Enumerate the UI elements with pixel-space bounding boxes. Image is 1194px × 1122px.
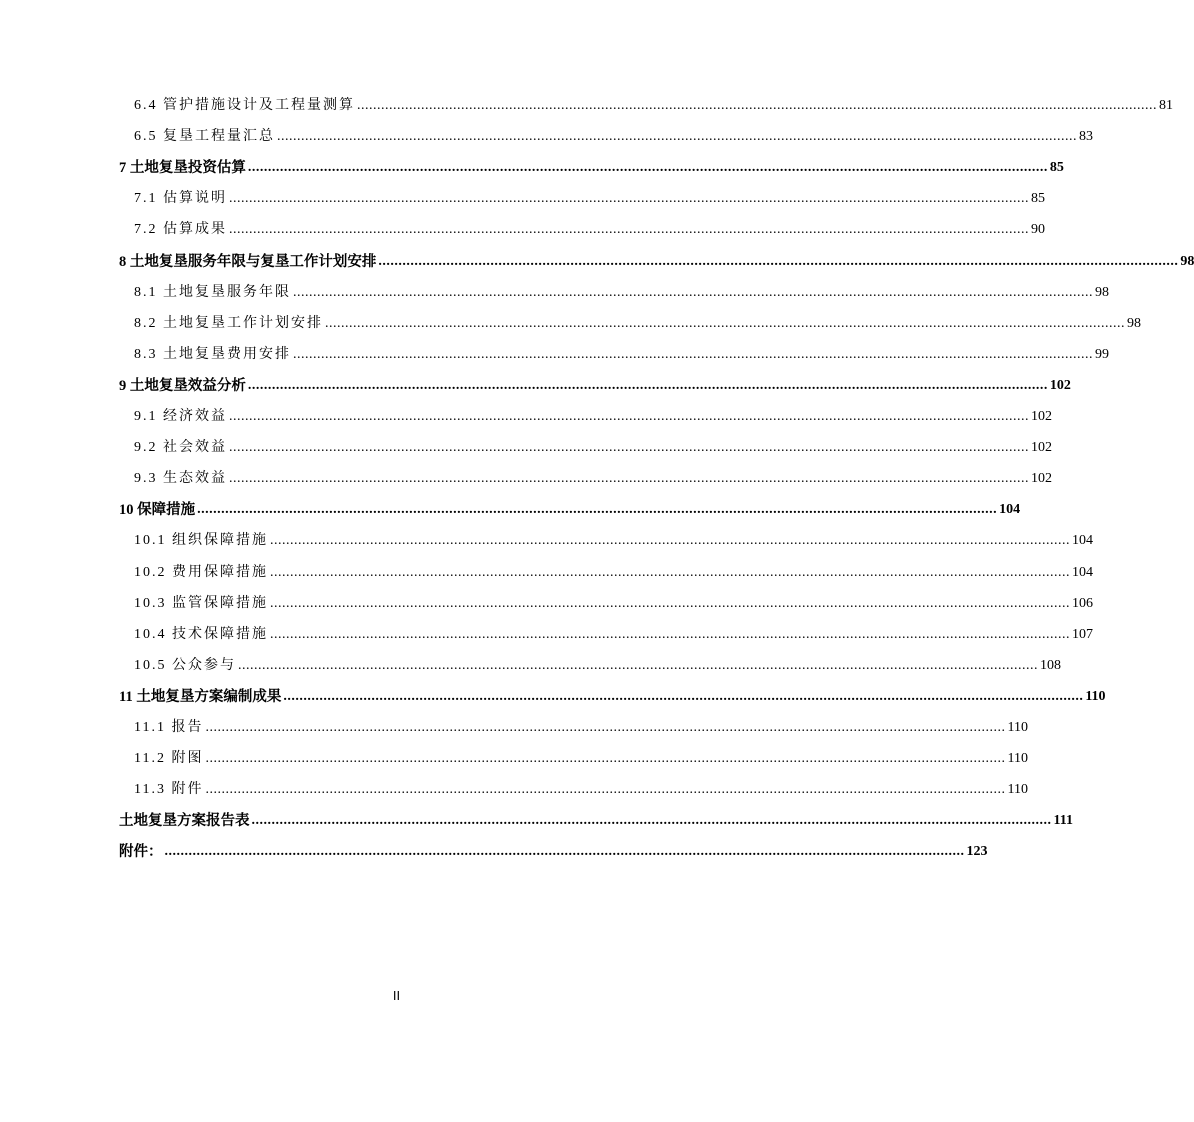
toc-entry-page: 85: [1031, 191, 1045, 207]
toc-entry-page: 110: [1007, 751, 1028, 767]
toc-dot-leader: ........................................................................................................................................................................................................: [205, 782, 1006, 798]
toc-dot-leader: ........................................................................................................................................................................................................: [238, 657, 1038, 673]
toc-chapter-entry[interactable]: [0, 373, 1071, 395]
toc-dot-leader: ........................................................................................................................................................................................................: [251, 813, 1052, 829]
toc-entry-title: 9.1 经济效益: [134, 409, 227, 424]
toc-dot-leader: ........................................................................................................................................................................................................: [205, 751, 1006, 767]
toc-section-entry[interactable]: [0, 560, 1093, 582]
toc-entry-page: 108: [1040, 657, 1061, 673]
toc-entry-title: 8.3 土地复垦费用安排: [134, 346, 291, 362]
toc-dot-leader: ........................................................................................................................................................................................................: [197, 502, 998, 518]
toc-section-entry[interactable]: [0, 466, 1052, 488]
toc-entry-page: 85: [1049, 160, 1064, 176]
toc-entry-page: 98: [1127, 315, 1141, 331]
toc-entry-title: 6.4 管护措施设计及工程量测算: [134, 98, 355, 113]
toc-section-entry[interactable]: [0, 93, 1173, 115]
toc-dot-leader: ........................................................................................................................................................................................................: [270, 626, 1070, 642]
toc-entry-title: 附件：: [119, 844, 163, 861]
toc-dot-leader: ........................................................................................................................................................................................................: [164, 844, 965, 860]
toc-section-entry[interactable]: [0, 622, 1093, 644]
toc-entry-page: 98: [1180, 253, 1194, 269]
toc-entry-title: 11.3 附件: [134, 782, 204, 798]
toc-chapter-entry[interactable]: [0, 249, 1194, 271]
toc-entry-page: 102: [1031, 409, 1052, 424]
toc-entry-page: 102: [1049, 377, 1071, 393]
toc-dot-leader: ........................................................................................................................................................................................................: [247, 160, 1048, 176]
toc-entry-page: 110: [1085, 688, 1106, 704]
toc-entry-title: 10 保障措施: [119, 502, 196, 519]
toc-dot-leader: ........................................................................................................................................................................................................: [229, 471, 1029, 487]
toc-section-entry[interactable]: [0, 342, 1109, 364]
toc-dot-leader: ........................................................................................................................................................................................................: [277, 129, 1077, 145]
toc-entry-page: 104: [999, 502, 1021, 518]
toc-entry-title: 7 土地复垦投资估算: [119, 160, 246, 177]
toc-entry-page: 106: [1072, 595, 1093, 611]
toc-entry-title: 9.3 生态效益: [134, 471, 227, 487]
toc-section-entry[interactable]: [0, 124, 1093, 146]
toc-entry-page: 81: [1159, 98, 1173, 113]
toc-entry-page: 83: [1079, 129, 1093, 145]
toc-section-entry[interactable]: [0, 715, 1028, 737]
toc-entry-title: 10.5 公众参与: [134, 657, 236, 673]
toc-section-entry[interactable]: [0, 591, 1093, 613]
toc-dot-leader: ........................................................................................................................................................................................................: [270, 595, 1070, 611]
page-number: II: [392, 988, 401, 1003]
toc-chapter-entry[interactable]: [0, 808, 1073, 830]
toc-chapter-entry[interactable]: [0, 684, 1106, 706]
toc-entry-title: 9.2 社会效益: [134, 440, 227, 456]
toc-section-entry[interactable]: [0, 404, 1052, 426]
toc-section-entry[interactable]: [0, 217, 1045, 239]
toc-entry-title: 7.1 估算说明: [134, 191, 227, 207]
toc-section-entry[interactable]: [0, 280, 1109, 302]
toc-entry-title: 11 土地复垦方案编制成果: [119, 688, 282, 705]
toc-entry-title: 10.3 监管保障措施: [134, 595, 268, 611]
toc-dot-leader: ........................................................................................................................................................................................................: [270, 564, 1070, 580]
toc-section-entry[interactable]: [0, 435, 1052, 457]
toc-dot-leader: ........................................................................................................................................................................................................: [229, 222, 1029, 238]
toc-entry-title: 11.2 附图: [134, 751, 204, 767]
toc-entry-title: 10.1 组织保障措施: [134, 533, 268, 549]
toc-entry-title: 7.2 估算成果: [134, 222, 227, 238]
toc-entry-page: 102: [1031, 471, 1052, 487]
toc-dot-leader: ........................................................................................................................................................................................................: [325, 315, 1125, 331]
toc-dot-leader: ........................................................................................................................................................................................................: [270, 533, 1070, 549]
toc-entry-page: 111: [1053, 813, 1073, 829]
toc-entry-title: 土地复垦方案报告表: [119, 813, 250, 830]
toc-entry-page: 110: [1007, 782, 1028, 798]
toc-entry-title: 8 土地复垦服务年限与复垦工作计划安排: [119, 253, 377, 270]
toc-section-entry[interactable]: [0, 528, 1093, 550]
toc-entry-page: 104: [1072, 564, 1093, 580]
toc-entry-page: 123: [966, 844, 988, 860]
toc-dot-leader: ........................................................................................................................................................................................................: [283, 688, 1084, 704]
toc-section-entry[interactable]: [0, 746, 1028, 768]
toc-chapter-entry[interactable]: [0, 839, 988, 861]
toc-dot-leader: ........................................................................................................................................................................................................: [229, 191, 1029, 207]
toc-entry-title: 8.1 土地复垦服务年限: [134, 284, 291, 300]
toc-entry-page: 107: [1072, 626, 1093, 642]
toc-entry-title: 10.4 技术保障措施: [134, 626, 268, 642]
toc-dot-leader: ........................................................................................................................................................................................................: [293, 346, 1093, 362]
toc-section-entry[interactable]: [0, 186, 1045, 208]
toc-dot-leader: ........................................................................................................................................................................................................: [205, 720, 1006, 735]
toc-section-entry[interactable]: [0, 653, 1061, 675]
toc-entry-page: 90: [1031, 222, 1045, 238]
toc-entry-page: 102: [1031, 440, 1052, 456]
toc-entry-title: 11.1 报告: [134, 720, 204, 735]
toc-dot-leader: ........................................................................................................................................................................................................: [293, 284, 1093, 300]
toc-entry-page: 98: [1095, 284, 1109, 300]
toc-entry-page: 99: [1095, 346, 1109, 362]
toc-entry-page: 104: [1072, 533, 1093, 549]
toc-dot-leader: ........................................................................................................................................................................................................: [229, 409, 1029, 424]
toc-entry-title: 9 土地复垦效益分析: [119, 377, 246, 394]
toc-dot-leader: ........................................................................................................................................................................................................: [229, 440, 1029, 456]
toc-dot-leader: ........................................................................................................................................................................................................: [247, 377, 1048, 393]
toc-entry-title: 10.2 费用保障措施: [134, 564, 268, 580]
toc-section-entry[interactable]: [0, 777, 1028, 799]
toc-chapter-entry[interactable]: [0, 155, 1064, 177]
toc-section-entry[interactable]: [0, 311, 1141, 333]
toc-entry-title: 6.5 复垦工程量汇总: [134, 129, 275, 145]
toc-dot-leader: ........................................................................................................................................................................................................: [378, 253, 1179, 269]
toc-entry-page: 110: [1007, 720, 1028, 735]
toc-entry-title: 8.2 土地复垦工作计划安排: [134, 315, 323, 331]
toc-chapter-entry[interactable]: [0, 497, 1021, 519]
toc-dot-leader: ........................................................................................................................................................................................................: [357, 98, 1157, 113]
